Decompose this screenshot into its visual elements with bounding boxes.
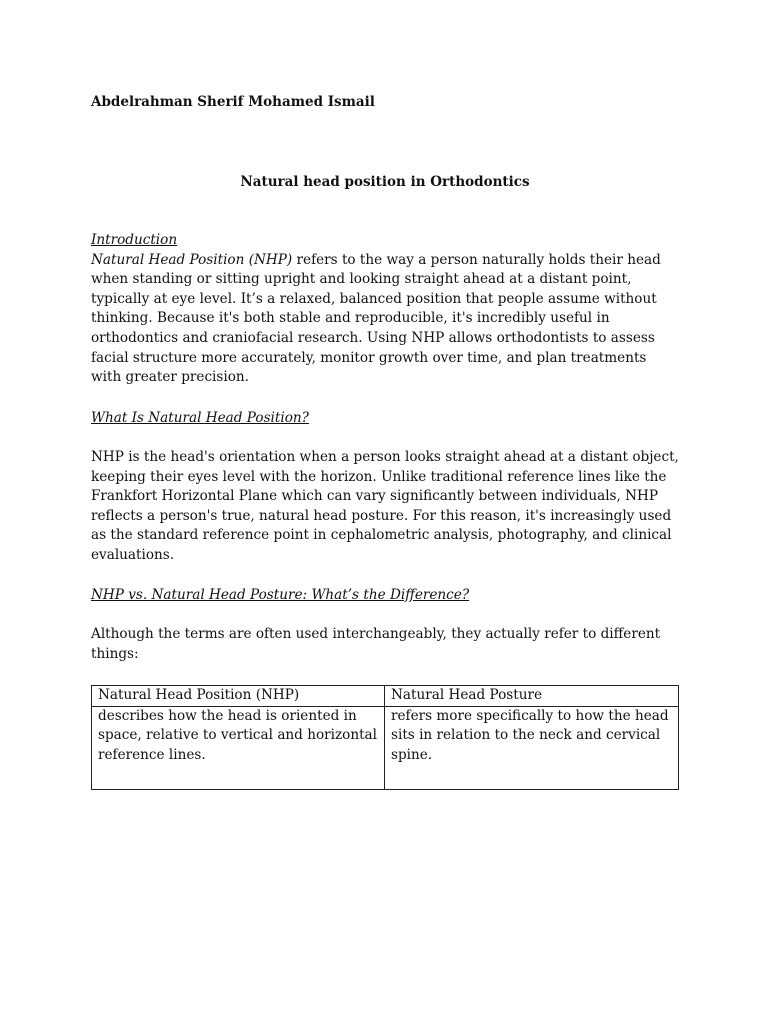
- what-is-line-1: NHP is the head's orientation when a person looks straight ahead at a distant object,: [91, 449, 679, 465]
- what-is-line-4: reflects a person's true, natural head posture. For this reason, it's increasingly used: [91, 507, 672, 524]
- difference-line-2: things:: [91, 645, 139, 662]
- difference-section: [91, 625, 681, 664]
- what-is-section: [91, 448, 681, 566]
- cell-line: refers more specifically to how the head: [391, 707, 669, 724]
- what-is-line-6: evaluations.: [91, 546, 175, 563]
- what-is-line-3: Frankfort Horizontal Plane which can vary significantly between individuals, NHP: [91, 488, 659, 505]
- intro-line-1: [91, 251, 681, 271]
- cell-line: reference lines.: [98, 746, 206, 763]
- intro-line-6: facial structure more accurately, monitor growth over time, and plan treatments: [91, 349, 647, 366]
- cell-line: sits in relation to the neck and cervical: [391, 727, 661, 744]
- intro-line-3: typically at eye level. It’s a relaxed, balanced position that people assume without: [91, 290, 657, 307]
- intro-line-4: thinking. Because it's both stable and reproducible, it's incredibly useful in: [91, 310, 610, 327]
- comparison-table: [91, 685, 679, 790]
- difference-heading: NHP vs. Natural Head Posture: What’s the Difference?: [91, 587, 470, 603]
- table-header-posture: Natural Head Posture: [385, 686, 679, 707]
- table-cell-nhp-description: [92, 706, 385, 789]
- author-name: Abdelrahman Sherif Mohamed Ismail: [91, 94, 375, 110]
- what-is-line-2: keeping their eyes level with the horizon. Unlike traditional reference lines like the: [91, 468, 667, 485]
- introduction-section: [91, 231, 681, 388]
- cell-line: spine.: [391, 746, 433, 763]
- nhp-term: Natural Head Position (NHP): [91, 251, 293, 268]
- table-row: [92, 706, 679, 789]
- introduction-heading: Introduction: [91, 232, 178, 248]
- cell-line: space, relative to vertical and horizontal: [98, 727, 378, 744]
- difference-heading-block: [91, 586, 681, 606]
- intro-line-5: orthodontics and craniofacial research. Using NHP allows orthodontists to assess: [91, 329, 655, 346]
- document-title: Natural head position in Orthodontics: [240, 174, 530, 190]
- table-header-nhp: Natural Head Position (NHP): [92, 686, 385, 707]
- what-is-heading: What Is Natural Head Position?: [91, 410, 309, 426]
- table-cell-posture-description: [385, 706, 679, 789]
- table-header-row: [92, 686, 679, 707]
- intro-line-1-rest: refers to the way a person naturally holds their head: [292, 251, 661, 268]
- cell-line: describes how the head is oriented in: [98, 707, 357, 724]
- intro-line-7: with greater precision.: [91, 369, 249, 386]
- intro-line-2: when standing or sitting upright and looking straight ahead at a distant point,: [91, 271, 632, 288]
- difference-line-1: Although the terms are often used interchangeably, they actually refer to different: [91, 626, 661, 642]
- what-is-heading-block: [91, 409, 681, 429]
- what-is-line-5: as the standard reference point in cephalometric analysis, photography, and clinical: [91, 527, 672, 544]
